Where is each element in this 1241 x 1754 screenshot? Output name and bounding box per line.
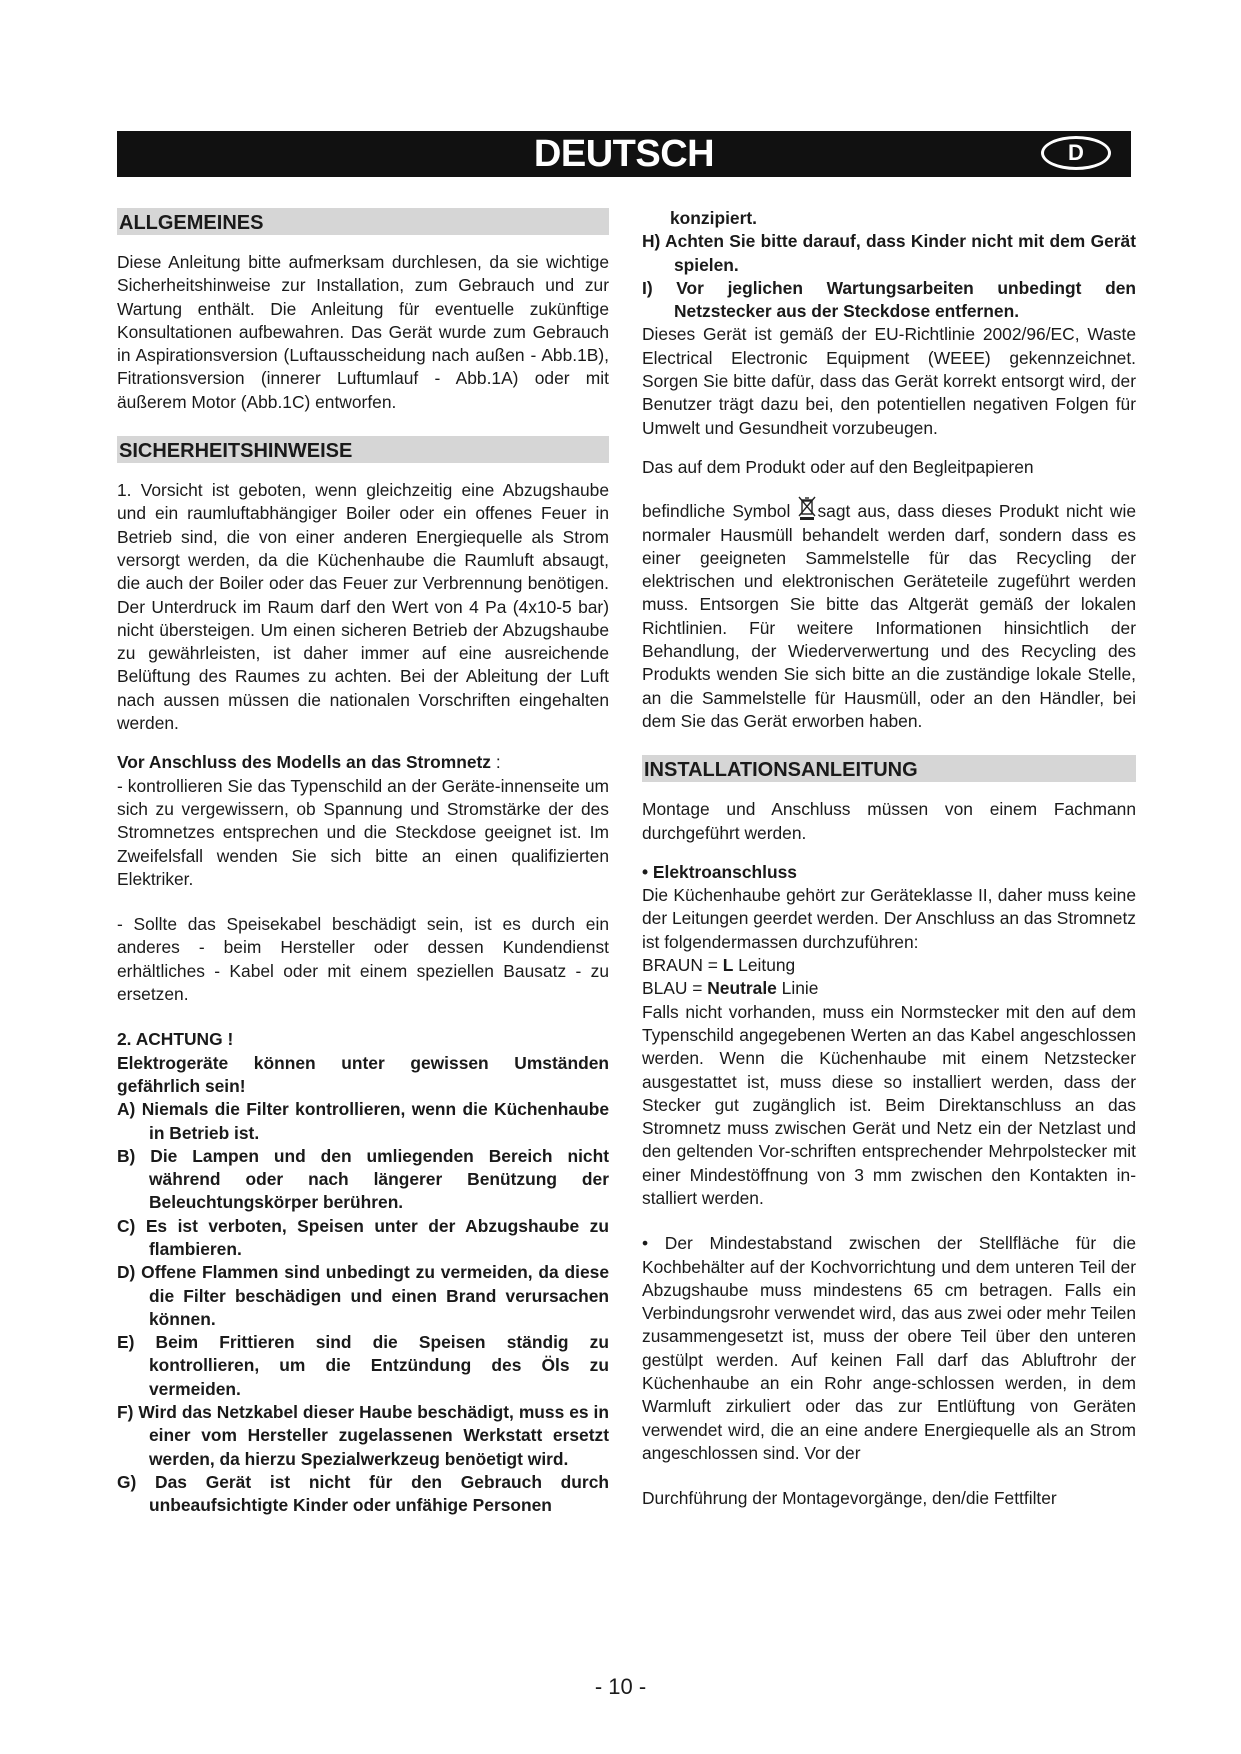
cable-text: - Sollte das Speisekabel beschädigt sein, ist es durch ein anderes - beim Hersteller oder dessen Kundendienst erhältliches - Kabel oder mit einem speziellen Bausatz - zu ersetzen. <box>117 914 609 1005</box>
header-title: DEUTSCH <box>533 132 715 175</box>
weee-symbol-tail: sagt aus, dass dieses Produkt nicht wie normaler Hausmüll behandelt werden darf, sondern dass es einer geeigneten Sammelstelle für das Recycling der elektrischen und elektronischen Geräteteile zugeführt werden muss. Entsorgen Sie bitte das Altgerät gemäß der lokalen Richtlinien. Für weitere Informationen hinsichtlich der Behandlung, der Wiederverwertung und des Recycling des Produkts wenden Sie sich bitte an die zuständige lokale Stelle, an die Sammelstelle für Hausmüll, oder an den Händler, bei dem Sie das Gerät erworben haben. <box>642 501 1136 731</box>
wire-blue-neutral: Neutrale <box>707 978 777 999</box>
warning-item-c: C) Es ist verboten, Speisen unter der Abzugshaube zu flambieren. <box>117 1215 609 1259</box>
page-number: - 10 - <box>594 1674 647 1699</box>
warning-item-i: I) Vor jeglichen Wartungsarbeiten unbedingt den Netzstecker aus der Steckdose entfernen. <box>642 277 1136 322</box>
wire-blue-desc: Linie <box>776 978 819 999</box>
warning-item-d: D) Offene Flammen sind unbedingt zu vermeiden, da diese die Filter beschädigen und einen Brand verursachen können. <box>117 1262 609 1329</box>
continued-item-g: konzipiert. <box>670 208 757 228</box>
warning-item-f: F) Wird das Netzkabel dieser Haube beschädigt, muss es in einer vom Hersteller zugelassenen Werkstatt ersetzt werden, da hierzu Spezialwerkzeug benöetigt wird. <box>117 1402 609 1469</box>
warning-item-b: B) Die Lampen und den umliegenden Bereich nicht während oder nach längerer Benützung der Beleuchtungskörper berühren. <box>117 1145 609 1213</box>
weee-paragraph-1: Dieses Gerät ist gemäß der EU-Richtlinie 2002/96/EC, Waste Electrical Electronic Equipment (WEEE) gekennzeichnet. Sorgen Sie bitte dafür, dass das Gerät korrekt entsorgt wird, der Benutzer trägt dazu bei, den potentiellen negativen Folgen für Umwelt und Gesundheit vorzubeugen. <box>642 324 1136 438</box>
weee-paragraph-3 <box>642 495 1136 733</box>
warning-item-e: E) Beim Frittieren sind die Speisen ständig zu kontrollieren, um die Entzündung des Öls zu vermeiden. <box>117 1332 609 1399</box>
connection-heading-colon: : <box>490 752 501 773</box>
wire-brown <box>642 954 1136 977</box>
connection-heading-text: Vor Anschluss des Modells an das Stromnetz <box>117 752 491 773</box>
section-title-installationsanleitung: INSTALLATIONSANLEITUNG <box>642 755 1136 782</box>
left-column <box>117 208 609 1518</box>
allgemeines-text: Diese Anleitung bitte aufmerksam durchlesen, da sie wichtige Sicherheitshinweise zur Installation, zum Gebrauch und zur Wartung enthält. Die Anleitung für eventuelle zukünftige Konsultationen aufbewahren. Das Gerät wurde zum Gebrauch in Aspirationsversion (Luftausscheidung nach außen - Abb.1B), Fitrationsversion (innerer Luftumlauf - Abb.1A) oder mit äußerem Motor (Abb.1C) entworfen. <box>117 252 609 412</box>
warning-title: 2. ACHTUNG ! <box>117 1029 234 1050</box>
last-paragraph: Durchführung der Montagevorgänge, den/die Fettfilter <box>642 1488 1057 1509</box>
wire-blue <box>642 977 1136 1000</box>
warning-item-g: G) Das Gerät ist nicht für den Gebrauch durch unbeaufsichtigte Kinder oder unfähige Personen <box>117 1471 609 1516</box>
wire-brown-l: L <box>722 955 734 976</box>
installation-intro: Montage und Anschluss müssen von einem Fachmann durchgeführt werden. <box>642 799 1136 843</box>
electrical-paragraph-2: Falls nicht vorhanden, muss ein Normstecker mit den auf dem Typenschild angegebenen Werten an das Kabel angeschlossen werden. Wenn die Küchenhaube mit einem Netzstecker ausgestattet ist, muss diese so installiert werden, dass der Stecker gut zugänglich ist. Beim Direktanschluss an das Stromnetz muss zwischen Gerät und Netz ein der Netzlast und den geltenden Vor-schriften entsprechender Mehrpolstecker mit einer Mindestöffnung von 3 mm zwischen den Kontakten in-stalliert werden. <box>642 1001 1136 1208</box>
warning-item-h: H) Achten Sie bitte darauf, dass Kinder nicht mit dem Gerät spielen. <box>642 231 1136 275</box>
wire-brown-desc: Leitung <box>733 955 796 976</box>
electrical-heading: • Elektroanschluss <box>642 861 797 882</box>
connection-heading <box>117 751 609 774</box>
weee-symbol-lead: befindliche Symbol <box>642 501 798 522</box>
section-title-sicherheitshinweise: SICHERHEITSHINWEISE <box>117 436 609 463</box>
wire-brown-label: BRAUN = <box>642 955 723 976</box>
weee-paragraph-2: Das auf dem Produkt oder auf den Begleitpapieren <box>642 456 1034 477</box>
safety-paragraph-1: 1. Vorsicht ist geboten, wenn gleichzeitig eine Abzugshaube und ein raumluftabhängiger Boiler oder ein offenes Feuer in Betrieb sind, die von einer anderen Energiequelle als Strom versorgt werden, da die Küchenhaube die Raumluft absaugt, die auch der Boiler oder das Feuer zur Verbrennung benötigen. Der Unterdruck im Raum darf den Wert von 4 Pa (4x10-5 bar) nicht übersteigen. Um einen sicheren Betrieb der Abzugshaube zu gewährleisten, ist daher immer auf eine ausreichende Belüftung des Raumes zu achten. Bei der Ableitung der Luft nach aussen müssen die nationalen Vorschriften eingehalten werden. <box>117 480 609 734</box>
distance-paragraph: • Der Mindestabstand zwischen der Stellfläche für die Kochbehälter auf der Kochvorrichtung und dem unteren Teil der Abzugshaube muss mindestens 65 cm betragen. Falls ein Verbindungsrohr verwendet wird, das aus zwei oder mehr Teilen zusammengesetzt ist, muss der obere Teil über den unteren gestülpt werden. Auf keinen Fall darf das Abluftrohr der Küchenhaube an ein Rohr ange-schlossen werden, in dem Warmluft zirkuliert oder das zur Entlüftung von Geräten verwendet wird, die an eine andere Energiequelle als an Strom angeschlossen sind. Vor der <box>642 1233 1136 1463</box>
connection-text: - kontrollieren Sie das Typenschild an der Geräte-innenseite um sich zu vergewissern, ob Spannung und Stromstärke der des Stromnetzes entsprechen und die Steckdose geeignet ist. Im Zweifelsfall wenden Sie sich bitte an einen qualifizierten Elektriker. <box>117 775 609 889</box>
language-badge: D <box>1041 136 1111 170</box>
warning-item-a: A) Niemals die Filter kontrollieren, wenn die Küchenhaube in Betrieb ist. <box>117 1099 609 1143</box>
crossed-bin-icon <box>797 495 817 521</box>
warning-subtitle: Elektrogeräte können unter gewissen Umständen gefährlich sein! <box>117 1052 609 1096</box>
right-column <box>642 207 1136 1511</box>
wire-blue-label: BLAU = <box>642 978 708 999</box>
language-header-bar <box>117 131 1131 177</box>
electrical-paragraph-1: Die Küchenhaube gehört zur Geräteklasse II, daher muss keine der Leitungen geerdet werden. Der Anschluss an das Stromnetz ist folgendermassen durchzuführen: <box>642 885 1136 952</box>
section-title-allgemeines: ALLGEMEINES <box>117 208 609 235</box>
